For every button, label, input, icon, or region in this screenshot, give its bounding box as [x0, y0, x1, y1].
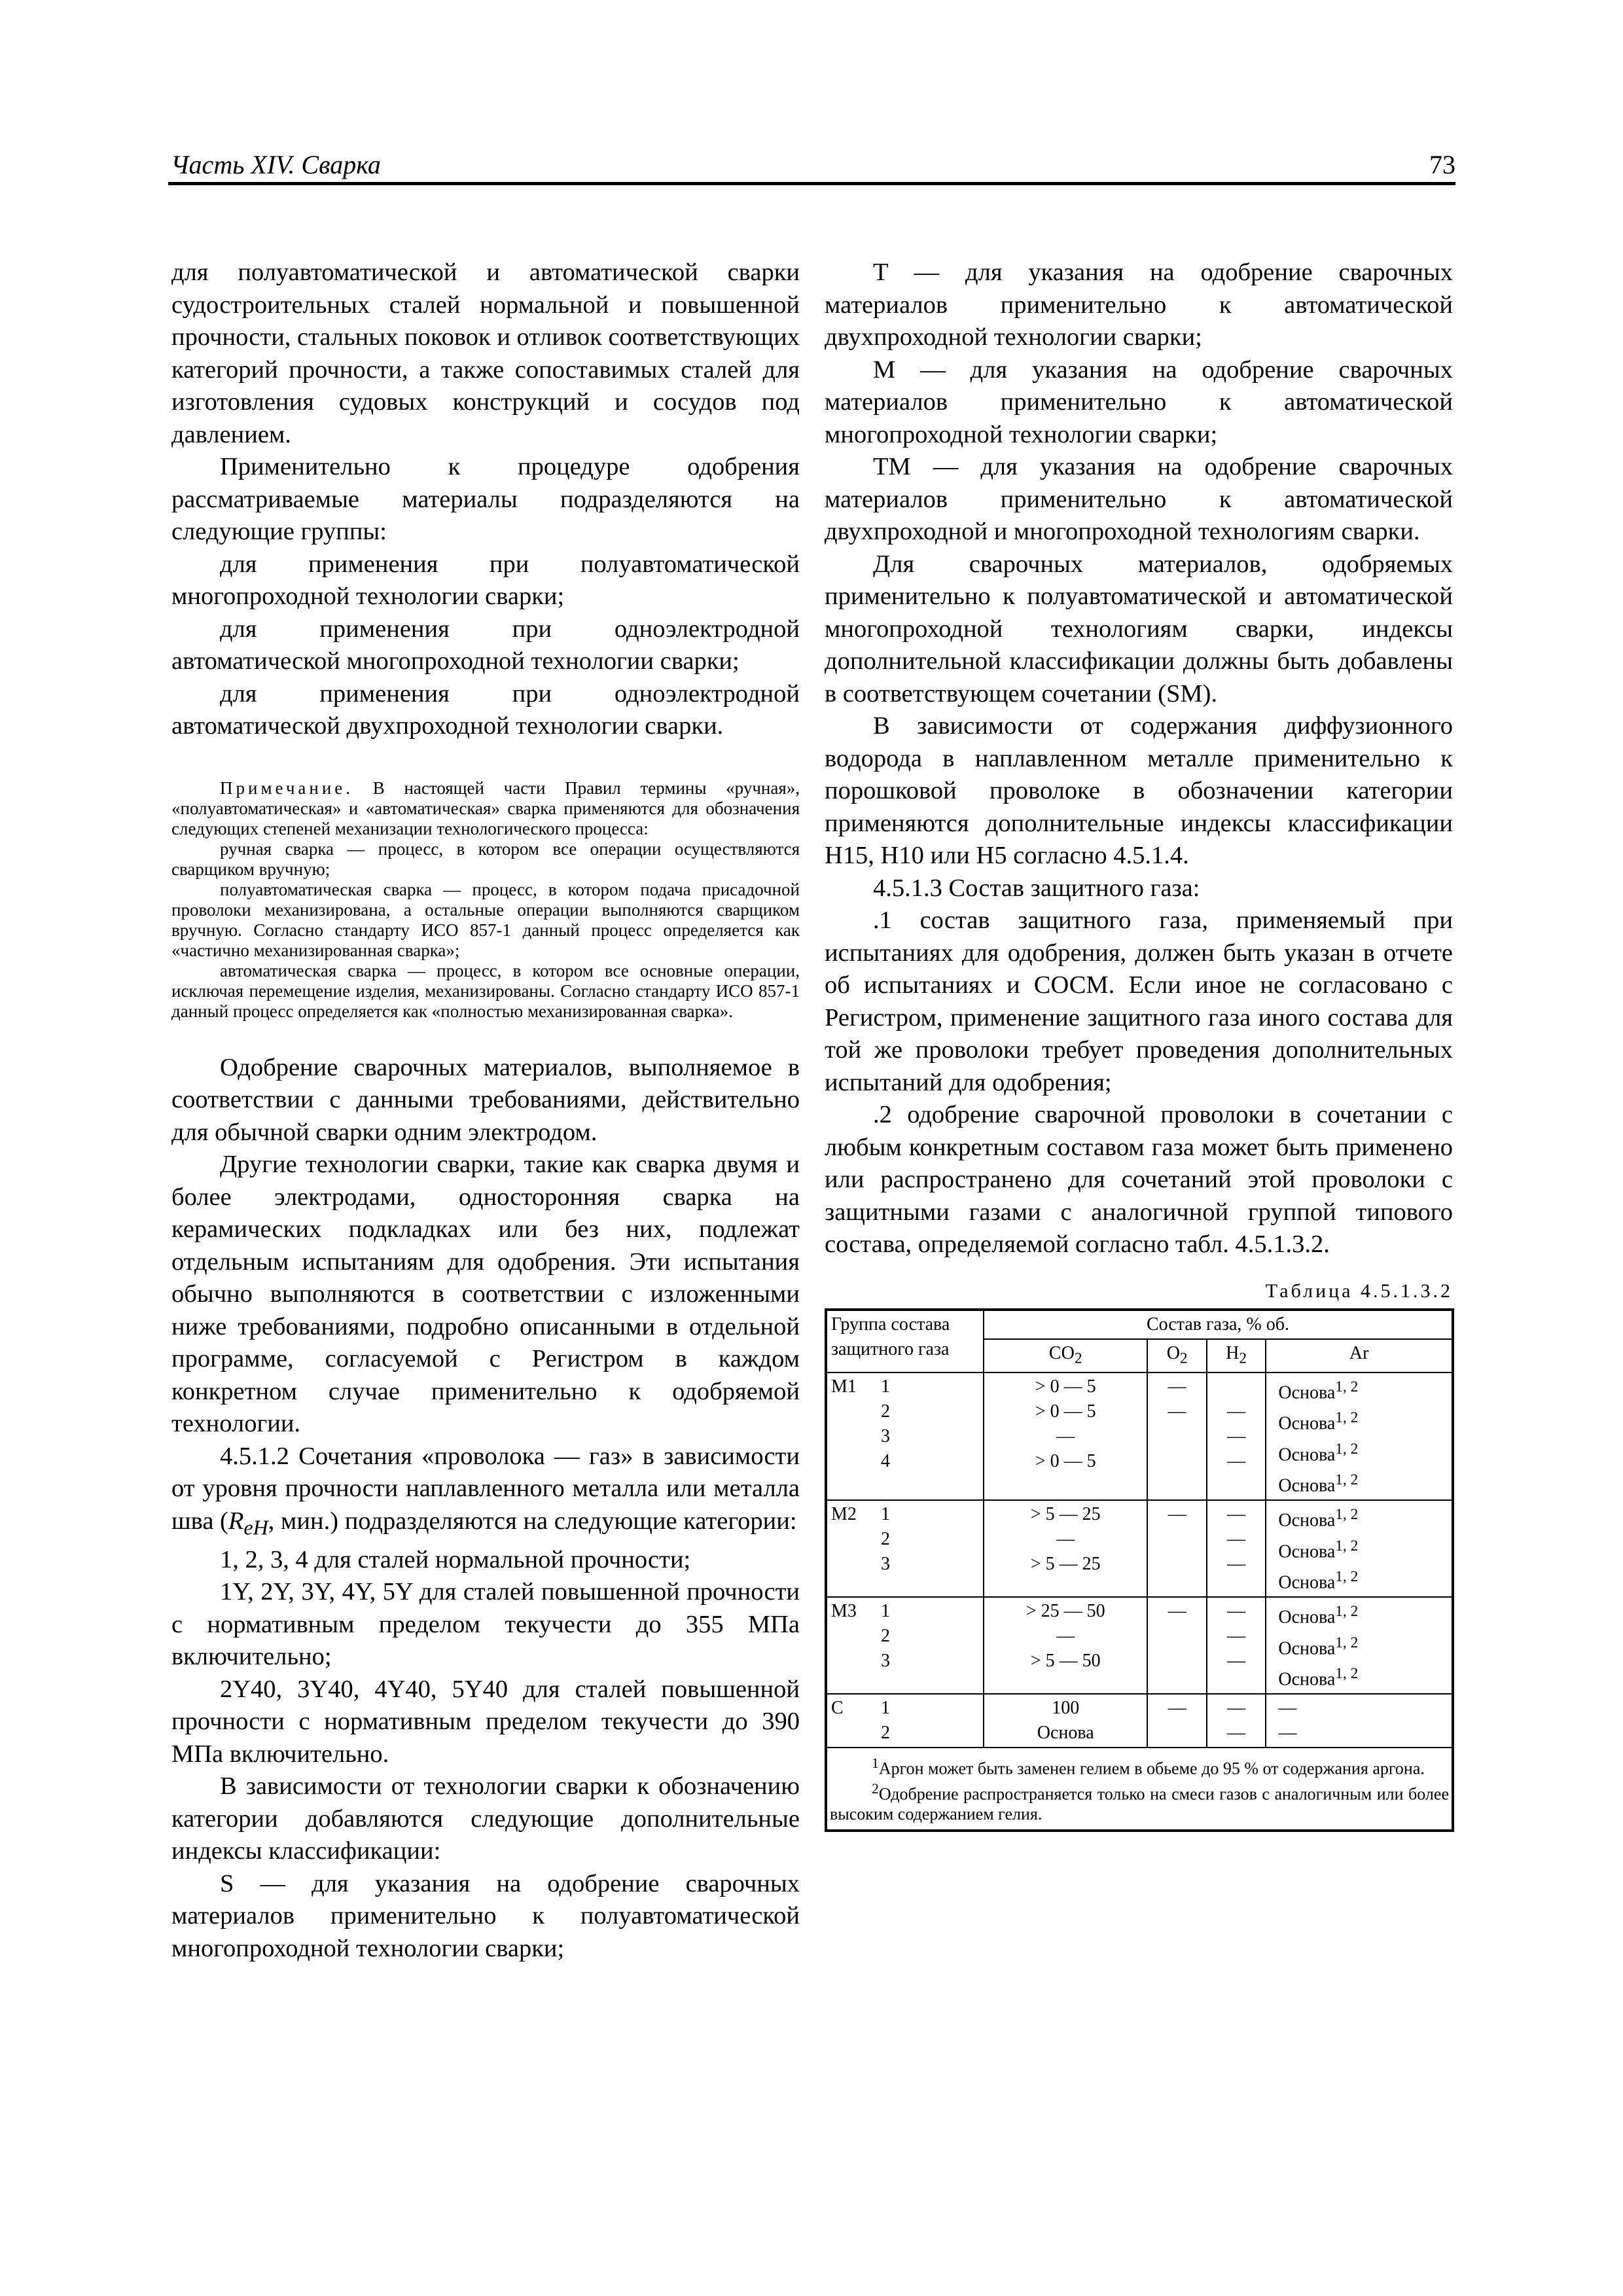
co2-cell — [984, 1372, 1147, 1500]
h2-cell-value: — — [1227, 1601, 1246, 1622]
paragraph: 2Y40, 3Y40, 4Y40, 5Y40 для сталей повышенной прочности с нормативным пределом текучести до 390 МПа включительно. — [171, 1675, 800, 1768]
o2-cell-value — [1152, 1424, 1202, 1449]
note-paragraph: автоматическая сварка — процесс, в котором все основные операции, исключая перемещение изделия, механизированы. Согласно стандарту ИСО 857-1 данный процесс определяется как «полностью механизированная сварка». — [171, 960, 800, 1021]
ar-cell-value: Основа — [1278, 1475, 1336, 1496]
o2-cell — [1147, 1597, 1206, 1694]
subgroup-number-value: 4 — [881, 1451, 890, 1472]
subgroup-number — [881, 1500, 984, 1597]
o2-cell-value: — — [1168, 1401, 1186, 1422]
ar-cell-value: Основа — [1278, 1638, 1336, 1659]
running-title: Часть XIV. Сварка — [171, 150, 381, 179]
o2-cell-value — [1152, 1721, 1202, 1746]
ar-cell-entry — [1278, 1534, 1448, 1564]
paragraph: 1, 2, 3, 4 для сталей нормальной прочности; — [220, 1545, 691, 1573]
footnote-ref: 1, 2 — [1335, 1665, 1359, 1683]
h2-cell-value: — — [1227, 1529, 1246, 1550]
table-row — [826, 1694, 1453, 1748]
subgroup-number-value: 2 — [881, 1529, 890, 1550]
h2-cell-value: — — [1227, 1698, 1246, 1719]
h2-cell-value: — — [1227, 1451, 1246, 1472]
footnote-ref: 1, 2 — [1335, 1634, 1359, 1651]
subgroup-number-value: 1 — [881, 1376, 890, 1397]
ar-cell-entry — [1278, 1502, 1448, 1533]
note-paragraph: полуавтоматическая сварка — процесс, в котором подача присадочной проволоки механизирована, а остальные операции выполняются сварщиком вручную. Согласно стандарту ИСО 857-1 данный процесс определяется как «частично механизированная сварка»; — [171, 879, 800, 960]
co2-cell — [984, 1500, 1147, 1597]
gas-composition-table — [825, 1308, 1454, 1832]
paragraph: для полуавтоматической и автоматической сварки судостроительных сталей нормальной и повышенной прочности, стальных поковок и отливок соответствующих категорий прочности, а также сопоставимых сталей для изготовления судовых конструкций и сосудов под давлением. — [171, 259, 800, 448]
h2-cell — [1207, 1372, 1266, 1500]
o2-cell-value — [1152, 1527, 1202, 1552]
h2-cell — [1207, 1597, 1266, 1694]
text-fragment: 4.5.1.2 Сочетания «проволока — газ» в зависимости от уровня прочности наплавленного металла или металла шва ( — [171, 1442, 800, 1535]
footnote: $^2$Одобрение распространяется только на смеси газов с аналогичным или более высоким содержанием гелия. — [830, 1781, 1449, 1823]
right-column — [825, 257, 1453, 1832]
ar-cell-entry — [1278, 1374, 1448, 1405]
yield-subscript: eH — [243, 1515, 268, 1539]
yield-symbol: R — [228, 1507, 244, 1535]
o2-cell-value — [1152, 1649, 1202, 1674]
ar-cell-entry — [1278, 1564, 1448, 1595]
ar-cell-value: Основа — [1278, 1382, 1336, 1403]
paragraph: Другие технологии сварки, такие как сварка двумя и более электродами, односторонняя сварка на керамических подкладках или без них, подлежат отдельным испытаниям для одобрения. Эти испытания обычно выполняются в соответствии с изложенными ниже требованиями, подробно описанными в отдельной программе, согласуемой с Регистром в каждом конкретном случае применительно к одобряемой технологии. — [171, 1151, 800, 1437]
ar-cell-entry — [1278, 1630, 1448, 1661]
text-fragment: , мин.) подразделяются на следующие категории: — [268, 1507, 797, 1535]
footnote-ref: 1, 2 — [1335, 1471, 1359, 1489]
h2-cell-value: — — [1227, 1626, 1246, 1647]
h2-cell — [1207, 1694, 1266, 1748]
o2-cell-value — [1152, 1624, 1202, 1649]
paragraph: для применения при полуавтоматической многопроходной технологии сварки; — [171, 550, 800, 610]
co2-cell-value: > 5 — 50 — [1030, 1651, 1101, 1672]
ar-cell-value: — — [1278, 1723, 1297, 1744]
footnote-ref: 1, 2 — [1335, 1409, 1359, 1427]
paragraph: .1 состав защитного газа, применяемый при испытаниях для одобрения, должен быть указан в отчете об испытаниях и СОСМ. Если иное не согласовано с Регистром, применение защитного газа иного состава для той же проволоки требует проведения дополнительных испытаний для одобрения; — [825, 906, 1453, 1096]
o2-cell-value: — — [1168, 1601, 1186, 1622]
footnote-ref: 1, 2 — [1335, 1506, 1359, 1524]
left-column — [171, 257, 800, 1965]
co2-cell-value: > 0 — 5 — [1035, 1376, 1096, 1397]
o2-cell-value — [1152, 1552, 1202, 1577]
paragraph: S — для указания на одобрение сварочных материалов применительно к полуавтоматической многопроходной технологии сварки; — [171, 1869, 800, 1962]
o2-cell — [1147, 1500, 1206, 1597]
footnote-ref: 1, 2 — [1335, 1537, 1359, 1554]
table-footnotes — [826, 1748, 1453, 1830]
note-text: В настоящей части Правил термины «ручная», «полуавтоматическая» и «автоматическая» сварка применяются для обозначения следующих степеней механизации технологического процесса: — [171, 778, 800, 838]
table-body — [826, 1372, 1453, 1748]
o2-cell-value: — — [1168, 1504, 1186, 1525]
subgroup-number — [881, 1597, 984, 1694]
paragraph: TM — для указания на одобрение сварочных материалов применительно к автоматической двухпроходной и многопроходной технологиям сварки. — [825, 453, 1453, 545]
h2-cell-value: — — [1227, 1504, 1246, 1525]
ar-cell-value: Основа — [1278, 1607, 1336, 1628]
co2-cell-value: > 5 — 25 — [1030, 1554, 1101, 1575]
ar-cell-value: — — [1278, 1698, 1297, 1719]
ar-cell-entry — [1278, 1661, 1448, 1692]
group-cell: M3 — [826, 1597, 881, 1694]
co2-cell — [984, 1597, 1147, 1694]
ar-cell — [1266, 1500, 1453, 1597]
co2-cell — [984, 1694, 1147, 1748]
table-row — [826, 1597, 1453, 1694]
subgroup-number-value: 2 — [881, 1723, 890, 1744]
co2-cell-value: — — [1056, 1626, 1075, 1647]
group-column-header: Группа состава защитного газа — [826, 1310, 984, 1373]
h2-cell-value — [1211, 1374, 1261, 1399]
co2-cell-value: > 0 — 5 — [1035, 1451, 1096, 1472]
group-cell: C — [826, 1694, 881, 1748]
subgroup-number-value: 3 — [881, 1651, 890, 1672]
ar-cell-value: Основа — [1278, 1510, 1336, 1531]
h2-cell-value: — — [1227, 1723, 1246, 1744]
co2-cell-value: > 5 — 25 — [1030, 1504, 1101, 1525]
subgroup-number-value: 2 — [881, 1626, 890, 1647]
o2-cell-value — [1152, 1449, 1202, 1474]
o2-cell-value: — — [1168, 1376, 1186, 1397]
co2-cell-value: > 25 — 50 — [1026, 1601, 1105, 1622]
o2-cell — [1147, 1372, 1206, 1500]
paragraph: T — для указания на одобрение сварочных материалов применительно к автоматической двухпроходной технологии сварки; — [825, 259, 1453, 351]
co2-cell-value: > 0 — 5 — [1035, 1401, 1096, 1422]
ar-cell — [1266, 1597, 1453, 1694]
paragraph: M — для указания на одобрение сварочных материалов применительно к автоматической многопроходной технологии сварки; — [825, 355, 1453, 448]
h2-cell-value: — — [1227, 1426, 1246, 1447]
paragraph: 1Y, 2Y, 3Y, 4Y, 5Y для сталей повышенной прочности с нормативным пределом текучести до 355 МПа включительно; — [171, 1578, 800, 1671]
footnote: $^1$Аргон может быть заменен гелием в обьеме до 95 % от содержания аргона. — [872, 1755, 1425, 1779]
table-row — [826, 1372, 1453, 1500]
ar-cell-entry — [1278, 1599, 1448, 1630]
footnote-ref: 1, 2 — [1335, 1440, 1359, 1458]
footnote-ref: 1, 2 — [1335, 1568, 1359, 1586]
paragraph: 4.5.1.3 Состав защитного газа: — [873, 874, 1200, 902]
group-cell: M1 — [826, 1372, 881, 1500]
ar-cell-value: Основа — [1278, 1572, 1336, 1593]
co2-cell-value: — — [1056, 1529, 1075, 1550]
co2-cell-value: — — [1056, 1426, 1075, 1447]
o2-column-header: $O_2$ — [1147, 1339, 1206, 1373]
co2-column-header: $CO_2$ — [984, 1339, 1147, 1373]
o2-cell — [1147, 1694, 1206, 1748]
subgroup-number-value: 3 — [881, 1426, 890, 1447]
subgroup-number — [881, 1372, 984, 1500]
ar-cell — [1266, 1694, 1453, 1748]
ar-cell-value: Основа — [1278, 1669, 1336, 1690]
note-label: Примечание. — [220, 778, 354, 798]
h2-cell — [1207, 1500, 1266, 1597]
ar-cell-entry — [1278, 1437, 1448, 1467]
h2-cell-value: — — [1227, 1401, 1246, 1422]
subgroup-number-value: 1 — [881, 1698, 890, 1719]
co2-cell-value: Основа — [1037, 1723, 1094, 1744]
ar-cell-entry — [1278, 1405, 1448, 1436]
ar-column-header: Ar — [1266, 1339, 1453, 1373]
paragraph: В зависимости от технологии сварки к обозначению категории добавляются следующие дополнительные индексы классификации: — [171, 1772, 800, 1865]
o2-cell-value: — — [1168, 1698, 1186, 1719]
h2-cell-value: — — [1227, 1554, 1246, 1575]
subgroup-number-value: 3 — [881, 1554, 890, 1575]
h2-cell-value: — — [1227, 1651, 1246, 1672]
note-paragraph: ручная сварка — процесс, в котором все операции осуществляются сварщиком вручную; — [171, 838, 800, 879]
ar-cell-value: Основа — [1278, 1413, 1336, 1434]
subgroup-number — [881, 1694, 984, 1748]
group-cell: M2 — [826, 1500, 881, 1597]
ar-cell-value: Основа — [1278, 1444, 1336, 1465]
note-paragraph — [171, 778, 800, 839]
paragraph: для применения при одноэлектродной автоматической многопроходной технологии сварки; — [171, 615, 800, 675]
table-caption-label: Таблица — [1265, 1280, 1353, 1302]
paragraph: Для сварочных материалов, одобряемых применительно к полуавтоматической и автоматической многопроходной технологиям сварки, индексы дополнительной классификации должны быть добавлены в соответствующем сочетании (SM). — [825, 550, 1453, 708]
ar-cell-entry — [1278, 1467, 1448, 1498]
subgroup-number-value: 1 — [881, 1601, 890, 1622]
h2-column-header: $H_2$ — [1207, 1339, 1266, 1373]
paragraph: В зависимости от содержания диффузионного водорода в наплавленном металле применительно к порошковой проволоке в обозначении категории применяются дополнительные индексы классификации H15, H10 или H5 согласно 4.5.1.4. — [825, 712, 1453, 869]
table-row — [826, 1500, 1453, 1597]
table-caption-number: 4.5.1.3.2 — [1361, 1280, 1453, 1302]
note-block — [171, 778, 800, 1022]
page-header — [168, 149, 1455, 185]
ar-cell — [1266, 1372, 1453, 1500]
footnote-ref: 1, 2 — [1335, 1378, 1359, 1396]
page-number: 73 — [1429, 150, 1455, 179]
paragraph — [171, 1441, 800, 1544]
paragraph: для применения при одноэлектродной автоматической двухпроходной технологии сварки. — [171, 679, 800, 740]
composition-column-header: Состав газа, % об. — [984, 1310, 1453, 1339]
paragraph: Одобрение сварочных материалов, выполняемое в соответствии с данными требованиями, действительно для обычной сварки одним электродом. — [171, 1053, 800, 1146]
subgroup-number-value: 2 — [881, 1401, 890, 1422]
ar-cell-value: Основа — [1278, 1541, 1336, 1562]
co2-cell-value: 100 — [1052, 1698, 1080, 1719]
paragraph: .2 одобрение сварочной проволоки в сочетании с любым конкретным составом газа может быть применено или распространено для сочетаний этой проволоки с защитными газами с аналогичной группой типового состава, определяемой согласно табл. 4.5.1.3.2. — [825, 1101, 1453, 1258]
subgroup-number-value: 1 — [881, 1504, 890, 1525]
paragraph: Применительно к процедуре одобрения рассматриваемые материалы подразделяются на следующие группы: — [171, 453, 800, 545]
footnote-ref: 1, 2 — [1335, 1603, 1359, 1621]
table-caption — [825, 1277, 1453, 1306]
